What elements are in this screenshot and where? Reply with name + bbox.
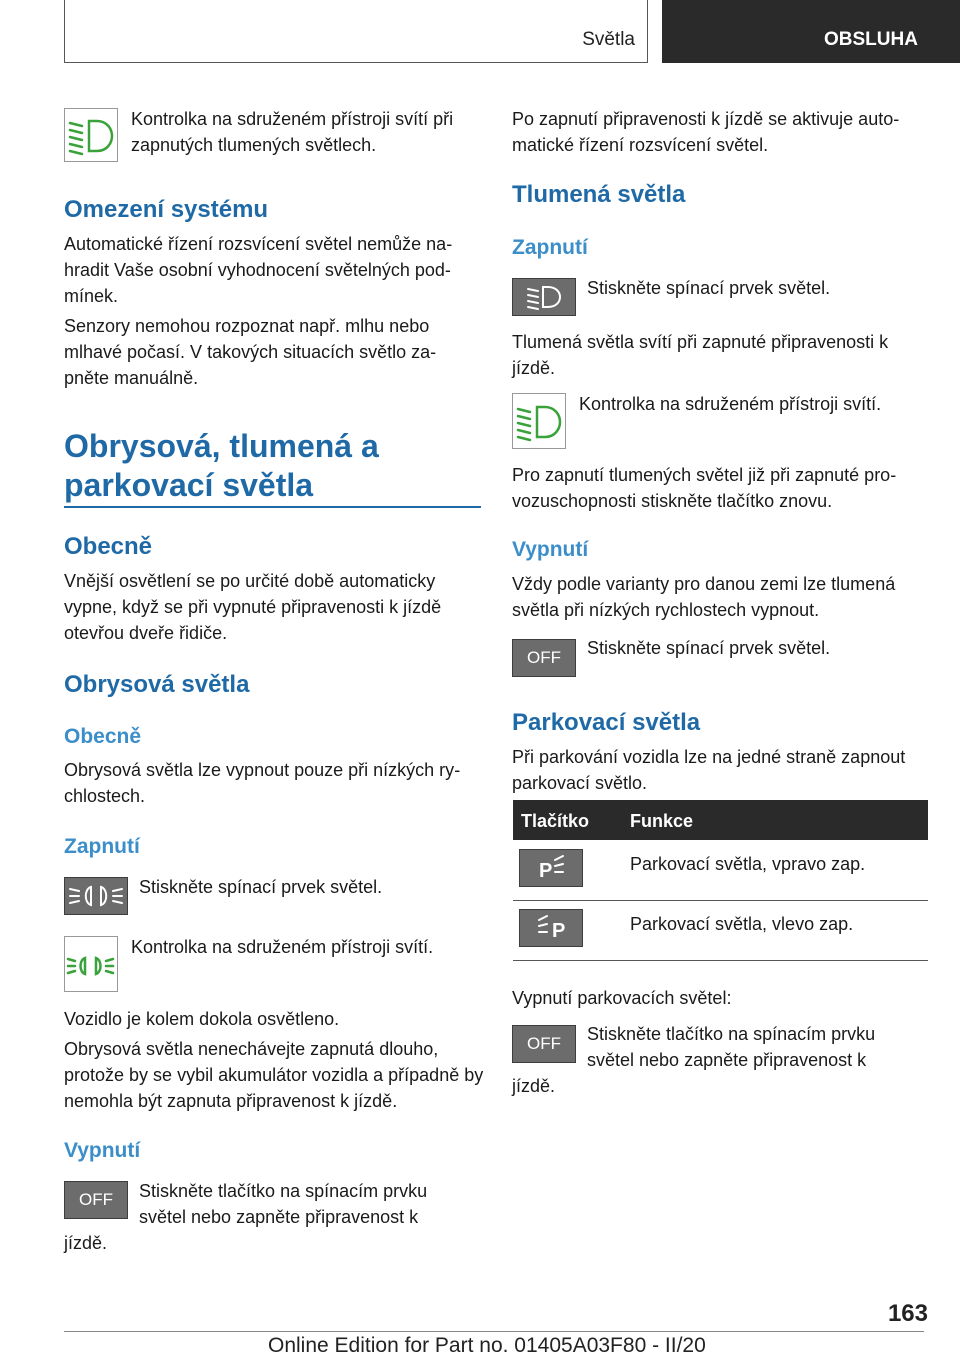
subheading-side-general: Obecně	[64, 725, 142, 748]
indicator-text-right: Kontrolka na sdruženém přístroji svítí.	[579, 394, 882, 414]
low-lit-text: Tlumená světla svítí při zapnuté připravenosti k jízdě.	[512, 332, 889, 378]
off-button-icon-right: OFF	[512, 639, 576, 677]
table-cell-function: Parkovací světla, vpravo zap.	[630, 854, 866, 874]
off-text-cont: jízdě.	[64, 1233, 108, 1253]
press-switch-text-right: Stiskněte spínací prvek světel.	[587, 278, 831, 298]
limits-text-1: Automatické řízení rozsvícení světel nemůže nahradit Vaše osobní vyhodnocení světelných podmínek.	[64, 234, 453, 306]
parking-left-icon	[519, 909, 583, 947]
chapter-title: OBSLUHA	[824, 29, 918, 50]
heading-parking: Parkovací světla	[512, 709, 701, 736]
header-section-box	[64, 0, 648, 63]
lit-around-text: Vozidlo je kolem dokola osvětleno.	[64, 1009, 340, 1029]
parking-right-icon	[519, 849, 583, 887]
low-beam-switch-icon	[512, 278, 576, 316]
side-general-text: Obrysová světla lze vypnout pouze při nízkých rychlostech.	[64, 760, 461, 806]
heading-main-1: Obrysová, tlumená a	[64, 428, 379, 464]
press-switch-text: Stiskněte spínací prvek světel.	[139, 877, 383, 897]
table-header	[513, 800, 928, 840]
side-light-switch-icon	[64, 877, 128, 915]
svg-text:P: P	[539, 860, 553, 882]
general-text: Vnější osvětlení se po určité době automaticky vypne, když se při vypnuté připravenosti k jízdě otevřou dveře řidiče.	[64, 571, 442, 643]
low-beam-indicator-icon-right	[512, 393, 566, 449]
off-text-right-cont: jízdě.	[512, 1076, 556, 1096]
indicator-text: Kontrolka na sdruženém přístroji svítí.	[131, 937, 434, 957]
edition-text: Online Edition for Part no. 01405A03F80 - II/20	[268, 1334, 706, 1357]
table-cell-function: Parkovací světla, vlevo zap.	[630, 914, 854, 934]
heading-system-limits: Omezení systému	[64, 196, 269, 223]
heading-rule	[64, 506, 481, 508]
off-button-icon-right-2: OFF	[512, 1025, 576, 1063]
parking-text: Při parkování vozidla lze na jedné straně zapnout parkovací světlo.	[512, 747, 906, 793]
table-header-function: Funkce	[630, 811, 694, 831]
subheading-side-off: Vypnutí	[64, 1139, 141, 1162]
indicator-low-text: Kontrolka na sdruženém přístroji svítí při zapnutých tlumených světlech.	[131, 109, 454, 155]
table-row	[513, 840, 928, 901]
limits-text-2: Senzory nemohou rozpoznat např. mlhu nebo mlhavé počasí. V takových situacích světlo zapněte manuálně.	[64, 316, 437, 388]
svg-text:P: P	[552, 920, 566, 942]
heading-low-beam: Tlumená světla	[512, 181, 686, 208]
heading-main-2: parkovací světla	[64, 467, 314, 503]
footer-rule	[64, 1331, 924, 1332]
low-beam-indicator-icon	[64, 108, 118, 162]
section-title: Světla	[582, 29, 635, 50]
heading-general: Obecně	[64, 533, 153, 560]
page-number: 163	[887, 1300, 928, 1327]
header-chapter-box	[662, 0, 960, 63]
heading-side-lights: Obrysová světla	[64, 671, 250, 698]
warning-text: Obrysová světla nenechávejte zapnutá dlouho, protože by se vybil akumulátor vozidla a případně by nemohla být zapnuta připravenost k jízdě.	[64, 1039, 484, 1111]
low-standby-text: Pro zapnutí tlumených světel již při zapnuté provozuschopnosti stiskněte tlačítko znovu.	[512, 465, 897, 511]
auto-control-text: Po zapnutí připravenosti k jízdě se aktivuje automatické řízení rozsvícení světel.	[512, 109, 900, 155]
off-text-right: Stiskněte tlačítko na spínacím prvku světel nebo zapněte připravenost k	[587, 1024, 876, 1070]
table-row	[513, 900, 928, 961]
subheading-low-on: Zapnutí	[512, 236, 588, 259]
low-off-text: Vždy podle varianty pro danou zemi lze tlumená světla při nízkých rychlostech vypnout.	[512, 574, 896, 620]
off-button-icon: OFF	[64, 1181, 128, 1219]
subheading-side-on: Zapnutí	[64, 835, 140, 858]
subheading-low-off: Vypnutí	[512, 538, 589, 561]
side-light-indicator-icon	[64, 936, 118, 992]
table-header-button: Tlačítko	[521, 811, 590, 831]
off-text: Stiskněte tlačítko na spínacím prvku světel nebo zapněte připravenost k	[139, 1181, 428, 1227]
parking-off-text: Vypnutí parkovacích světel:	[512, 988, 732, 1008]
press-switch-text-right-2: Stiskněte spínací prvek světel.	[587, 638, 831, 658]
